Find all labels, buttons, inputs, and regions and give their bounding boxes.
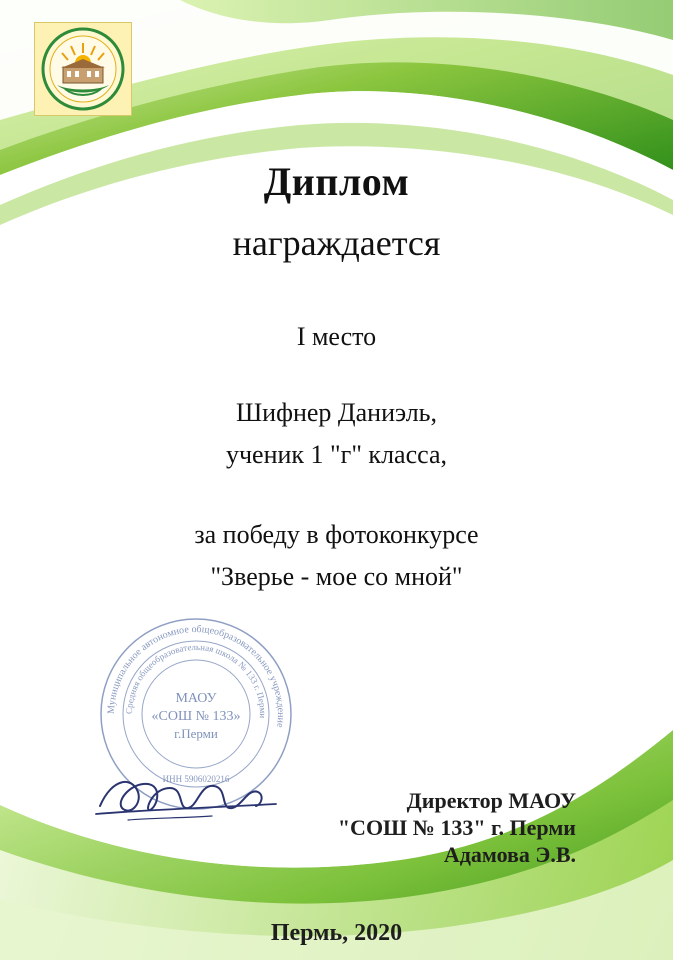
awarded-subtitle: награждается xyxy=(232,223,441,263)
signature-icon xyxy=(92,748,282,838)
place-text: I место xyxy=(296,322,377,351)
stamp-outer-ring-text: Муниципальное автономное общеобразовательное учреждение xyxy=(105,623,287,729)
recipient-class: ученик 1 "г" класса, xyxy=(225,440,448,469)
svg-text:Средняя общеобразовательная шк xyxy=(124,642,268,719)
stamp-inner-ring-text: Средняя общеобразовательная школа № 133 г. Перми xyxy=(123,641,269,719)
recipient-name: Шифнер Даниэль, xyxy=(235,398,438,427)
school-logo xyxy=(34,22,132,116)
stamp-center-line-2: «СОШ № 133» xyxy=(151,709,241,724)
school-emblem-icon xyxy=(35,23,131,115)
diploma-title: Диплом xyxy=(263,159,410,204)
signatory-position: Директор МАОУ xyxy=(406,788,576,813)
reason-line-2: "Зверье - мое со мной" xyxy=(210,562,463,591)
stamp-center-line-3: г.Перми xyxy=(174,726,218,741)
place-and-date: Пермь, 2020 xyxy=(270,920,403,946)
signatory-name: Адамова Э.В. xyxy=(443,842,576,867)
signatory-school: "СОШ № 133" г. Перми xyxy=(337,815,576,840)
director-signature xyxy=(92,748,282,838)
stamp-inn-text: ИНН 5906020216 xyxy=(162,774,230,784)
stamp-center-line-1: МАОУ xyxy=(175,691,217,706)
reason-line-1: за победу в фотоконкурсе xyxy=(194,520,479,549)
